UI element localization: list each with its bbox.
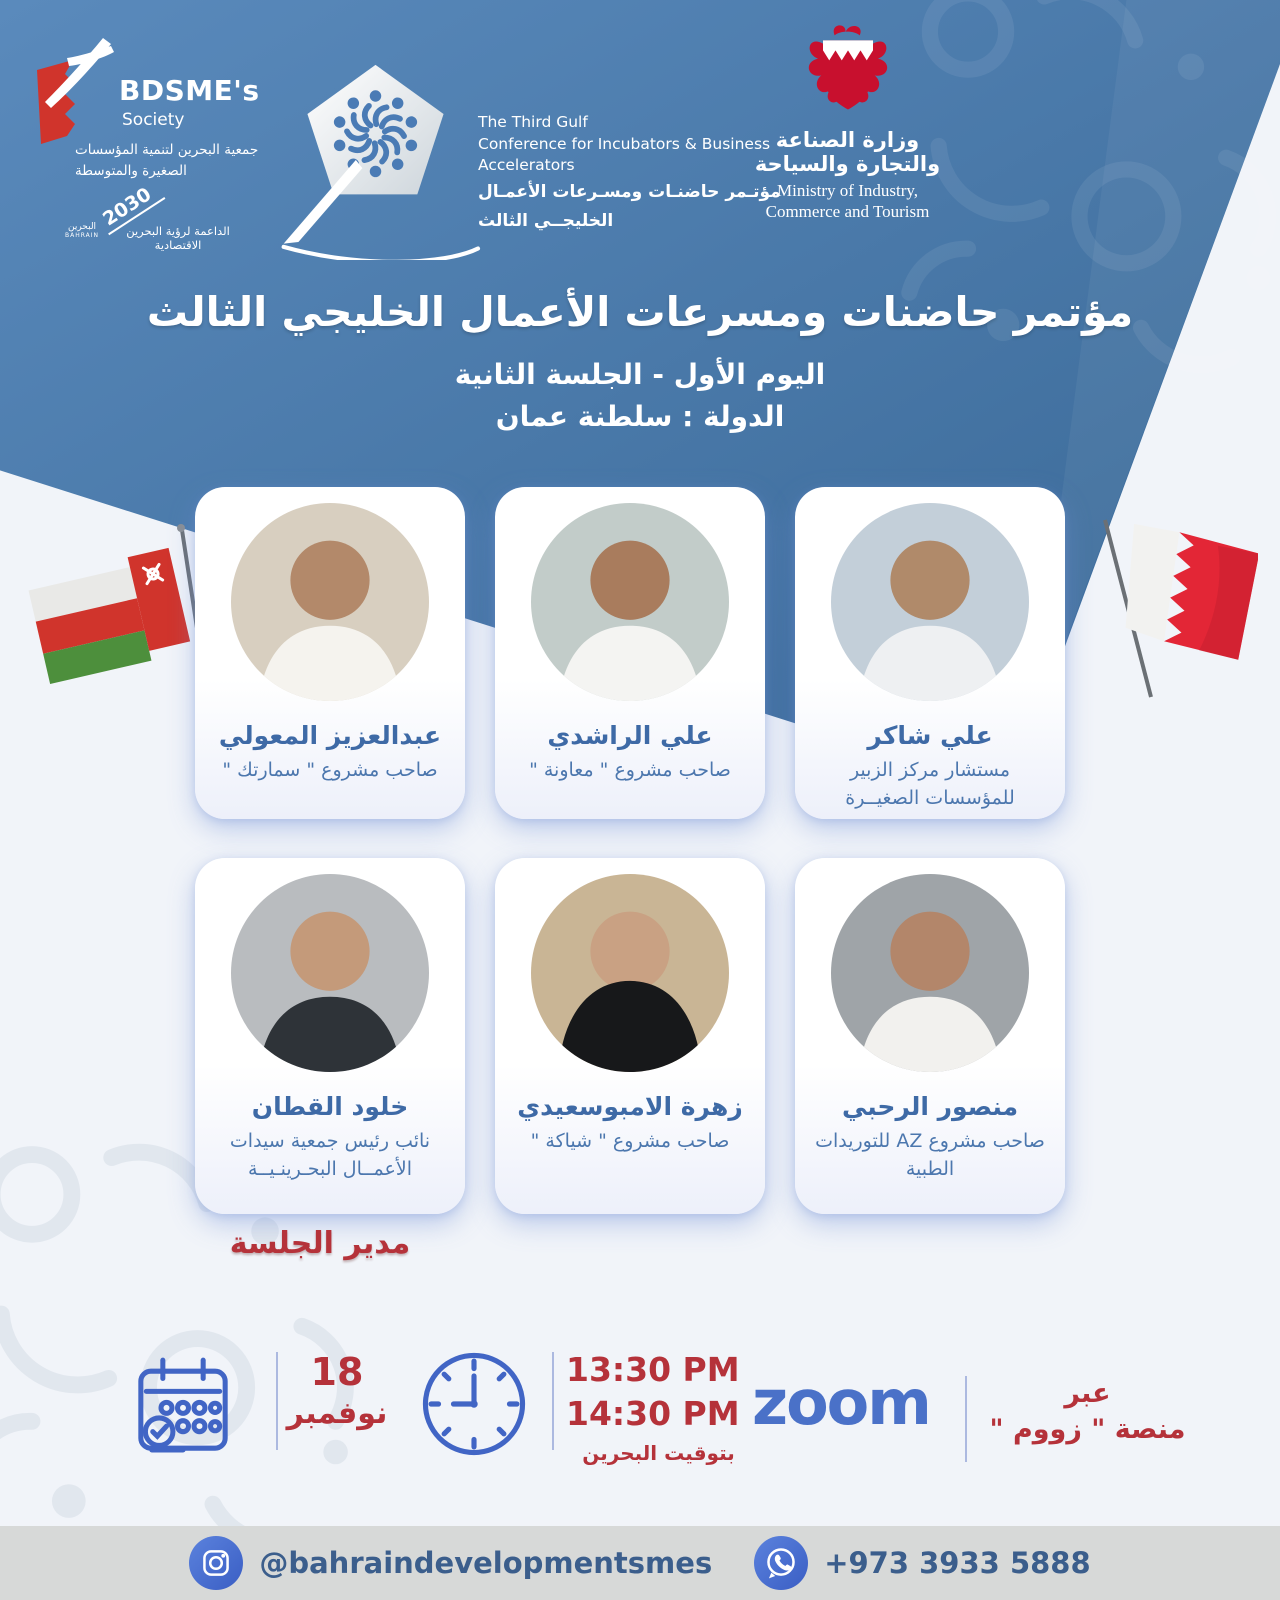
bdsme-tagline: جمعية البحرين لتنمية المؤسسات الصغيرة والمتوسطة: [75, 142, 259, 179]
speaker-photo: [531, 503, 729, 701]
speaker-card: [795, 487, 1065, 819]
vision-support-text: الداعمة لرؤية البحرين الاقتصادية: [126, 224, 230, 252]
speaker-card: [795, 858, 1065, 1214]
start-time: 13:30 PM: [566, 1350, 740, 1389]
contact-footer: [0, 1526, 1280, 1600]
platform-label: عبر منصة " زووم ": [989, 1378, 1186, 1446]
ministry-name-arabic: وزارة الصناعة والتجارة والسياحة: [754, 128, 941, 176]
speaker-photo: [231, 874, 429, 1072]
event-date: [262, 1352, 412, 1433]
moderator-label: مدير الجلسة: [229, 1226, 411, 1261]
speaker-name: علي شاكر: [867, 721, 993, 750]
country-subtitle: الدولة : سلطنة عمان: [495, 400, 785, 433]
event-month: نوفمبر: [286, 1395, 388, 1431]
bdsme-society-logo: [15, 28, 305, 252]
timezone-label: بتوقيت البحرين: [582, 1441, 735, 1466]
speaker-photo: [831, 503, 1029, 701]
speaker-name: منصور الرحبي: [841, 1092, 1019, 1121]
event-day: 18: [310, 1350, 364, 1394]
end-time: 14:30 PM: [566, 1393, 740, 1433]
speaker-card: [195, 487, 465, 819]
speaker-name: عبدالعزيز المعولي: [218, 721, 442, 750]
zoom-wordmark: zoom: [752, 1366, 930, 1439]
speaker-card: [195, 858, 465, 1214]
speaker-role: صاحب مشروع " سمارتك ": [222, 759, 438, 781]
instagram-contact: [189, 1536, 712, 1590]
person-silhouette-icon: [231, 503, 429, 701]
speaker-role: صاحب مشروع " شياكة ": [530, 1130, 730, 1152]
speaker-role: صاحب مشروع " معاونة ": [529, 759, 731, 781]
whatsapp-contact: [754, 1536, 1090, 1590]
bahrain-crest-icon: [798, 22, 898, 122]
session-subtitle: اليوم الأول - الجلسة الثانية: [454, 358, 826, 391]
ministry-logo-block: [740, 22, 955, 223]
person-silhouette-icon: [831, 874, 1029, 1072]
bahrain-flag-icon: [1083, 502, 1258, 707]
person-silhouette-icon: [831, 503, 1029, 701]
speaker-name: خلود القطان: [251, 1092, 409, 1121]
speaker-card: [495, 487, 765, 819]
instagram-icon: [189, 1536, 243, 1590]
instagram-handle: @bahraindevelopmentsmes: [259, 1546, 713, 1580]
conference-name-arabic: مؤتـمر حاضنـات ومسـرعات الأعمـال الخليجــي الثالث: [478, 182, 781, 231]
oman-flag-icon: [22, 518, 222, 713]
divider: [552, 1352, 554, 1450]
ministry-name-english: Ministry of Industry, Commerce and Tourism: [765, 181, 930, 222]
bdsme-name: BDSME's: [119, 74, 260, 107]
person-silhouette-icon: [531, 503, 729, 701]
vision-2030: 2030: [96, 178, 166, 235]
person-silhouette-icon: [231, 874, 429, 1072]
speaker-role: صاحب مشروع AZ للتوريدات الطبية: [815, 1130, 1045, 1180]
bahrain-mini-label: البحرين BAHRAIN: [65, 222, 100, 239]
conference-pentagon-logo-icon: [268, 55, 483, 260]
divider: [965, 1376, 967, 1462]
event-title: مؤتمر حاضنات ومسرعات الأعمال الخليجي الثالث: [146, 288, 1134, 336]
whatsapp-icon: [754, 1536, 808, 1590]
speakers-row-1: [195, 487, 1065, 819]
speaker-photo: [231, 503, 429, 701]
speaker-photo: [831, 874, 1029, 1072]
calendar-icon: [128, 1350, 238, 1462]
speaker-photo: [531, 874, 729, 1072]
speakers-row-2: [195, 858, 1065, 1214]
person-silhouette-icon: [531, 874, 729, 1072]
clock-icon: [418, 1346, 530, 1462]
speaker-role: مستشار مركز الزبير للمؤسسات الصغيــرة: [845, 759, 1015, 809]
speaker-name: زهرة الامبوسعيدي: [517, 1092, 743, 1121]
conference-name-english: The Third Gulf Conference for Incubators & Business Accelerators: [478, 113, 771, 175]
event-time: [566, 1348, 751, 1465]
speaker-role: نائب رئيس جمعية سيدات الأعمــال البحـرينـيــة: [229, 1130, 431, 1180]
whatsapp-number: +973 3933 5888: [824, 1546, 1091, 1580]
bdsme-society: Society: [122, 110, 185, 130]
speaker-name: علي الراشدي: [547, 721, 713, 750]
speaker-card: [495, 858, 765, 1214]
